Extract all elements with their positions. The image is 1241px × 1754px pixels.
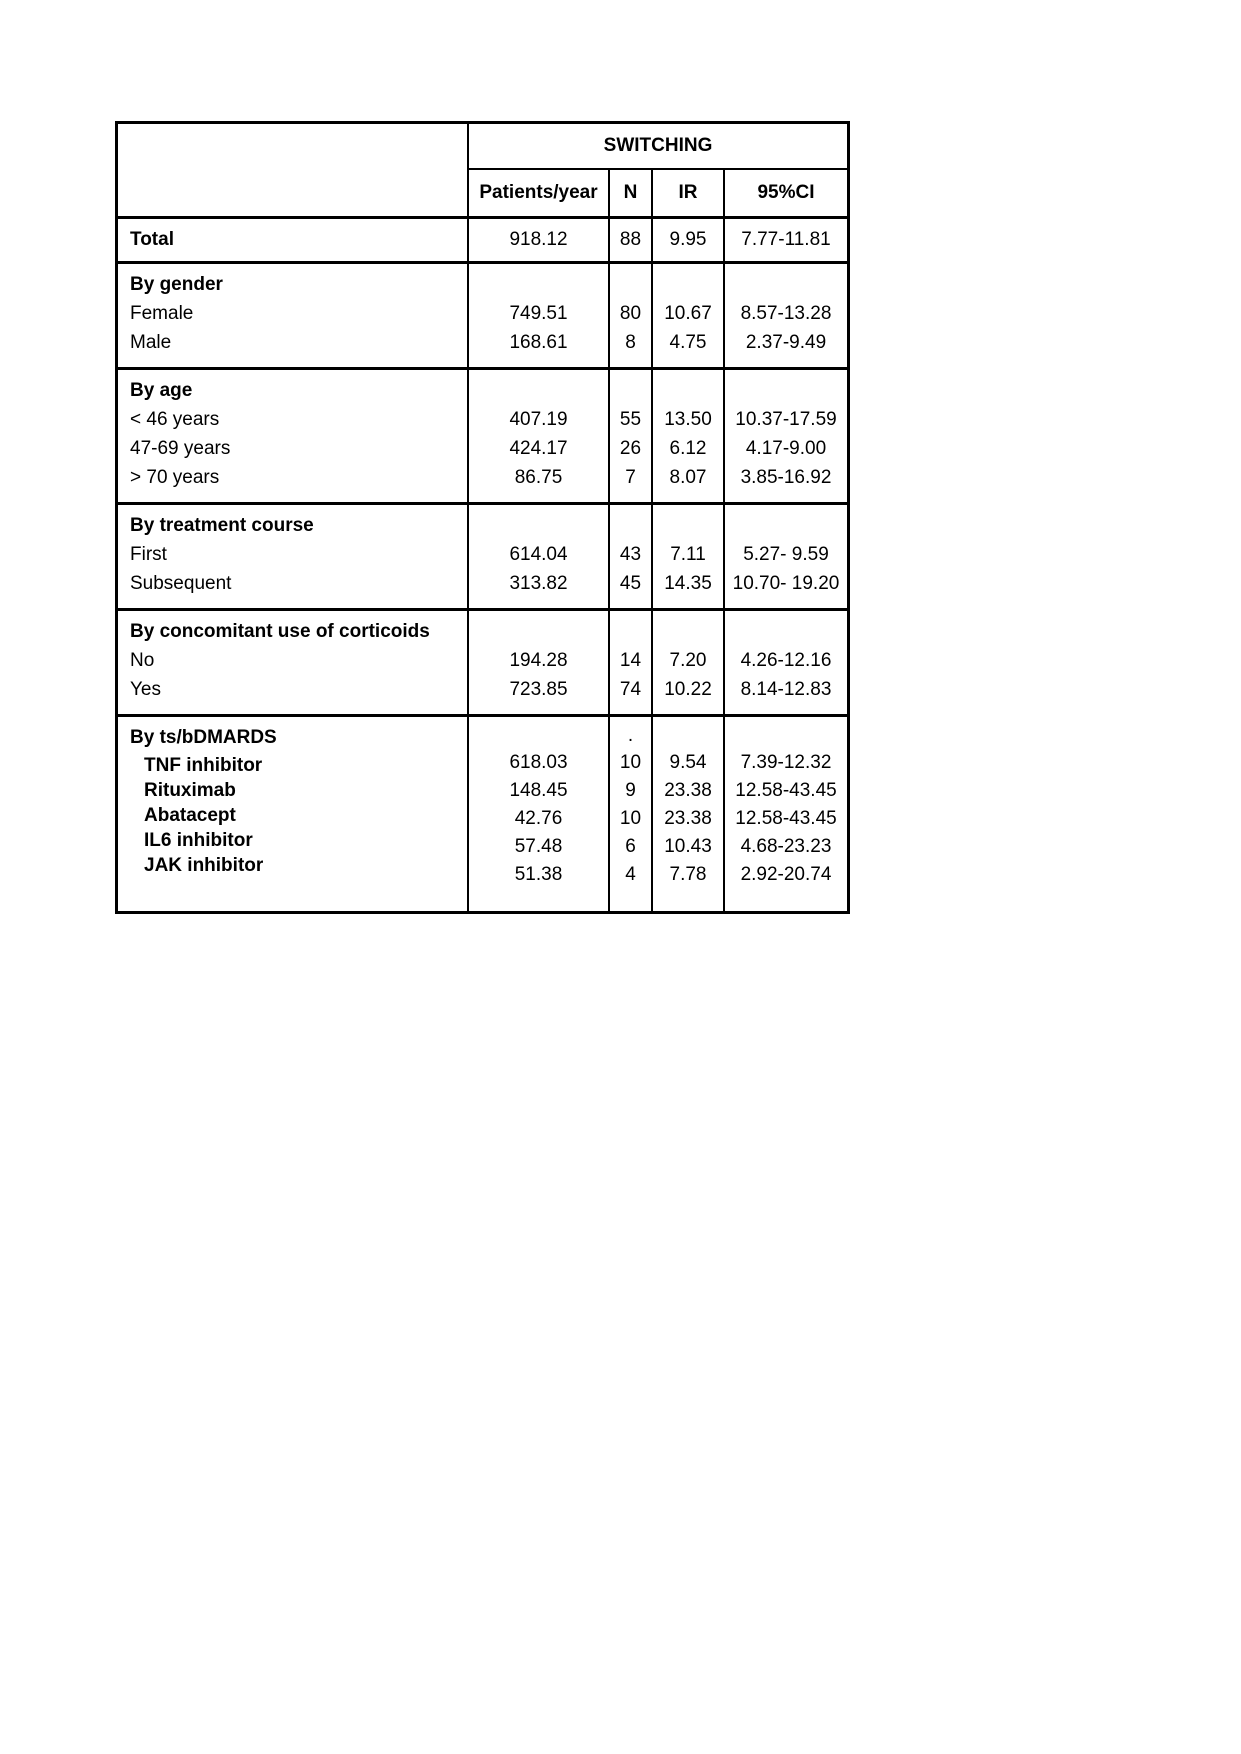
row-label: < 46 years <box>130 409 220 430</box>
row-label: Female <box>130 303 194 324</box>
section-by-treatment-course <box>118 505 847 611</box>
section-by-ts-bdmards <box>118 717 847 911</box>
total-patients-year: 918.12 <box>469 219 610 261</box>
spacer <box>725 376 847 405</box>
cell-n: 80 <box>619 303 642 324</box>
ci-column <box>725 717 847 911</box>
ir-column <box>653 611 725 714</box>
spacer <box>610 511 651 540</box>
cell-n: 4 <box>625 864 636 885</box>
column-header-n: N <box>610 170 653 216</box>
ir-column <box>653 370 725 502</box>
cell-patients-year: 723.85 <box>509 679 568 700</box>
n-column <box>610 505 653 608</box>
patients-year-column <box>469 611 610 714</box>
cell-95ci: 8.57-13.28 <box>740 303 832 324</box>
cell-n: 8 <box>625 332 636 353</box>
row-label: Rituximab <box>144 780 236 801</box>
patients-year-column <box>469 505 610 608</box>
column-header-95ci: 95%CI <box>757 182 815 203</box>
spacer <box>610 376 651 405</box>
row-label: Abatacept <box>144 805 236 826</box>
row-label: Male <box>130 332 172 353</box>
section-title: By concomitant use of corticoids <box>130 621 430 642</box>
row-label: Subsequent <box>130 573 232 594</box>
cell-ir: 7.20 <box>669 650 707 671</box>
cell-ir: 23.38 <box>664 780 712 801</box>
ci-column <box>725 264 847 367</box>
column-header-ir: IR <box>653 170 725 216</box>
total-ir: 9.95 <box>653 219 725 261</box>
patients-year-column <box>469 717 610 911</box>
cell-n: 45 <box>619 573 642 594</box>
cell-n: 9 <box>625 780 636 801</box>
group-header-switching: SWITCHING <box>469 124 847 170</box>
cell-95ci: 2.92-20.74 <box>740 864 832 885</box>
column-header-row <box>469 170 847 216</box>
cell-ir: 10.67 <box>664 303 712 324</box>
cell-n: 74 <box>619 679 642 700</box>
n-column <box>610 264 653 367</box>
cell-n: 10 <box>619 752 642 773</box>
cell-95ci: 10.37-17.59 <box>735 409 837 430</box>
row-label: 47-69 years <box>130 438 231 459</box>
label-column <box>118 370 469 502</box>
section-title: By treatment course <box>130 515 314 536</box>
spacer <box>653 376 723 405</box>
label-column <box>118 505 469 608</box>
header-right-block <box>469 124 847 216</box>
spacer <box>725 511 847 540</box>
cell-ir: 14.35 <box>664 573 712 594</box>
label-column <box>118 264 469 367</box>
spacer <box>725 270 847 299</box>
spacer <box>653 511 723 540</box>
cell-95ci: 10.70- 19.20 <box>732 573 840 594</box>
spacer <box>653 723 723 749</box>
label-column <box>118 717 469 911</box>
ir-column <box>653 717 725 911</box>
section-title: By ts/bDMARDS <box>130 727 277 748</box>
section-title: By age <box>130 380 193 401</box>
cell-n: 14 <box>619 650 642 671</box>
row-label: IL6 inhibitor <box>144 830 253 851</box>
section-by-age <box>118 370 847 505</box>
row-label: TNF inhibitor <box>144 755 263 776</box>
cell-patients-year: 614.04 <box>509 544 568 565</box>
row-label: Yes <box>130 679 161 700</box>
row-label: > 70 years <box>130 467 220 488</box>
spacer <box>725 723 847 749</box>
cell-95ci: 5.27- 9.59 <box>743 544 829 565</box>
section-by-gender <box>118 264 847 370</box>
cell-ir: 13.50 <box>664 409 712 430</box>
patients-year-column <box>469 370 610 502</box>
ci-column <box>725 370 847 502</box>
patients-year-column <box>469 264 610 367</box>
spacer <box>610 617 651 646</box>
cell-95ci: 7.39-12.32 <box>740 752 832 773</box>
cell-95ci: 8.14-12.83 <box>740 679 832 700</box>
spacer <box>469 617 608 646</box>
table-header <box>118 124 847 219</box>
cell-patients-year: 86.75 <box>514 467 563 488</box>
header-empty-cell <box>118 124 469 216</box>
cell-n: 26 <box>619 438 642 459</box>
cell-patients-year: 42.76 <box>514 808 563 829</box>
cell-n: 10 <box>619 808 642 829</box>
cell-95ci: 12.58-43.45 <box>735 808 837 829</box>
cell-ir: 8.07 <box>669 467 707 488</box>
spacer <box>653 617 723 646</box>
cell-ir: 23.38 <box>664 808 712 829</box>
spacer <box>469 376 608 405</box>
cell-patients-year: 148.45 <box>509 780 568 801</box>
ci-column <box>725 505 847 608</box>
cell-ir: 4.75 <box>669 332 707 353</box>
spacer <box>610 270 651 299</box>
ci-column <box>725 611 847 714</box>
cell-95ci: 4.68-23.23 <box>740 836 832 857</box>
incidence-rate-table <box>115 121 850 914</box>
cell-ir: 7.78 <box>669 864 707 885</box>
ir-column <box>653 264 725 367</box>
n-column <box>610 717 653 911</box>
cell-patients-year: 313.82 <box>509 573 568 594</box>
cell-95ci: 12.58-43.45 <box>735 780 837 801</box>
label-column <box>118 611 469 714</box>
cell-95ci: 4.26-12.16 <box>740 650 832 671</box>
cell-n: 55 <box>619 409 642 430</box>
cell-n: 7 <box>625 467 636 488</box>
row-label: No <box>130 650 155 671</box>
cell-n: 6 <box>625 836 636 857</box>
spacer <box>653 270 723 299</box>
cell-patients-year: 407.19 <box>509 409 568 430</box>
ir-column <box>653 505 725 608</box>
cell-95ci: 4.17-9.00 <box>745 438 827 459</box>
spacer <box>725 617 847 646</box>
spacer <box>469 511 608 540</box>
cell-patients-year: 194.28 <box>509 650 568 671</box>
cell-patients-year: 618.03 <box>509 752 568 773</box>
section-by-corticoids <box>118 611 847 717</box>
cell-ir: 6.12 <box>669 438 707 459</box>
n-column <box>610 611 653 714</box>
cell-ir: 10.22 <box>664 679 712 700</box>
row-label: First <box>130 544 167 565</box>
total-n: 88 <box>610 219 653 261</box>
cell-95ci: 2.37-9.49 <box>745 332 827 353</box>
cell-ir: 9.54 <box>669 752 707 773</box>
total-row <box>118 219 847 264</box>
total-95ci: 7.77-11.81 <box>741 229 831 250</box>
cell-patients-year: 168.61 <box>509 332 568 353</box>
cell-patients-year: 57.48 <box>514 836 563 857</box>
cell-patients-year: 51.38 <box>514 864 563 885</box>
cell-patients-year: 424.17 <box>509 438 568 459</box>
spacer <box>469 270 608 299</box>
cell-ir: 7.11 <box>670 544 706 565</box>
spacer <box>469 723 608 749</box>
cell-ir: 10.43 <box>664 836 712 857</box>
cell-95ci: 3.85-16.92 <box>740 467 832 488</box>
cell-n: 43 <box>619 544 642 565</box>
n-column <box>610 370 653 502</box>
cell-patients-year: 749.51 <box>509 303 568 324</box>
row-label-total: Total <box>118 219 469 261</box>
section-title: By gender <box>130 274 223 295</box>
column-header-patients-year: Patients/year <box>469 170 610 216</box>
row-label: JAK inhibitor <box>144 855 264 876</box>
n-dot-note: . <box>627 725 634 746</box>
